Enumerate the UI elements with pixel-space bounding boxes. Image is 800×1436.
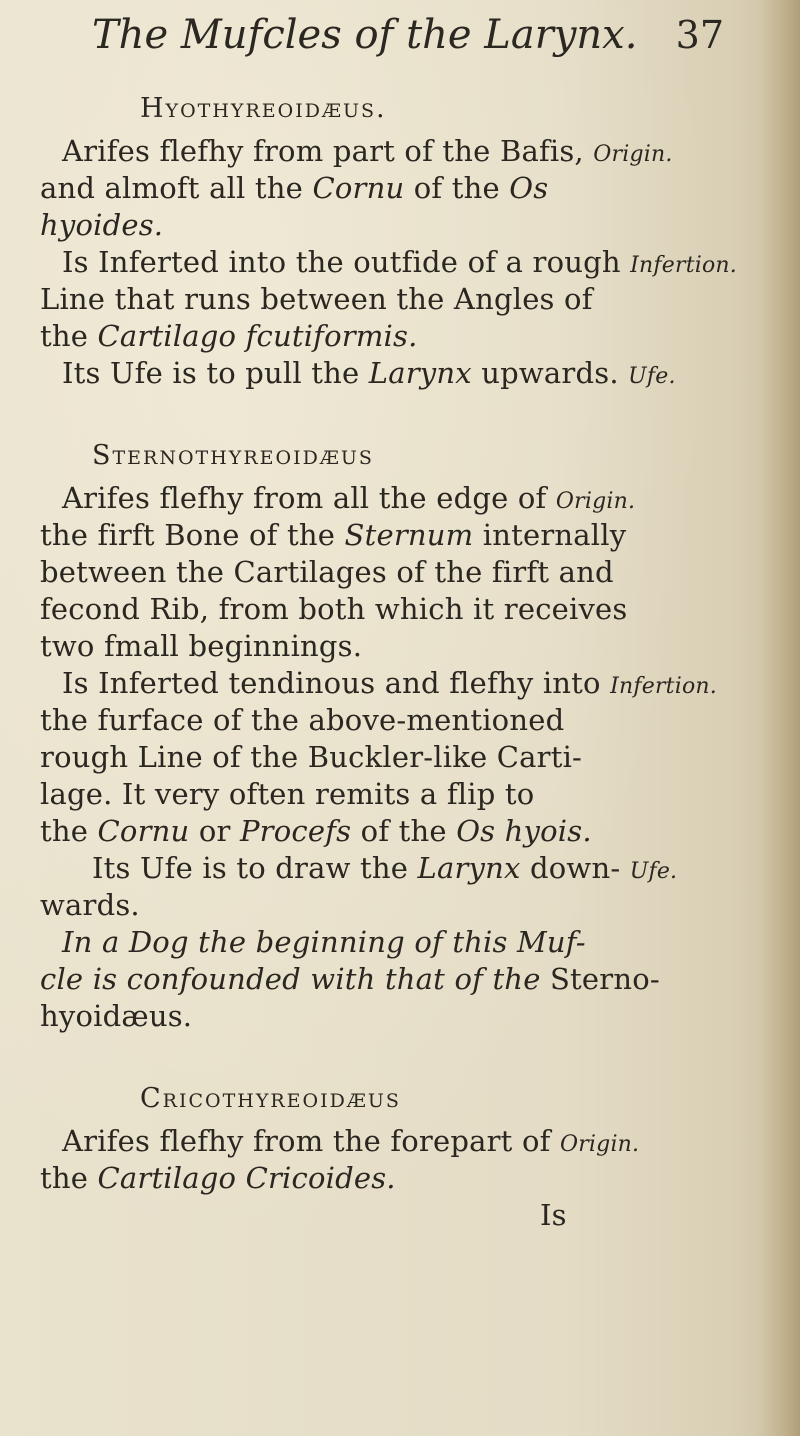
paragraph-line: the Cartilago Cricoides.	[40, 1161, 396, 1195]
margin-note-origin: Origin.	[559, 1132, 640, 1157]
paragraph-line: between the Cartilages of the firft and	[40, 555, 614, 589]
running-head-title: The Mufcles of the Larynx.	[92, 12, 638, 58]
margin-note-origin: Origin.	[593, 142, 673, 167]
paragraph-line: fecond Rib, from both which it receives	[40, 592, 628, 626]
paragraph-line: and almoft all the Cornu of the Os	[40, 171, 549, 205]
paragraph-line: Arifes flefhy from the forepart of Origin.	[62, 1124, 640, 1158]
paragraph-line: lage. It very often remits a flip to	[40, 777, 535, 811]
paragraph-line: hyoidæus.	[40, 999, 193, 1033]
paragraph-line: Arifes flefhy from part of the Bafis, Origin.	[62, 134, 673, 168]
page-number: 37	[675, 13, 724, 57]
paragraph-line: Its Ufe is to pull the Larynx upwards. Ufe.	[62, 356, 676, 390]
paragraph-line: the furface of the above-mentioned	[40, 703, 565, 737]
page-text	[40, 85, 740, 1234]
margin-note-insertion: Infertion.	[610, 674, 717, 699]
section-title-sternothyreoidaeus: Sternothyreoidæus	[92, 440, 374, 471]
section-gap	[40, 392, 740, 432]
catchword: Is	[540, 1198, 567, 1232]
section-gap	[40, 1035, 740, 1075]
paragraph-line: the firft Bone of the Sternum internally	[40, 518, 627, 552]
running-head	[92, 10, 732, 60]
paragraph-line: In a Dog the beginning of this Muf-	[62, 925, 586, 959]
paragraph-line: the Cornu or Procefs of the Os hyois.	[40, 814, 592, 848]
margin-note-insertion: Infertion.	[630, 253, 737, 278]
paragraph-line: Arifes flefhy from all the edge of Origin.	[62, 481, 636, 515]
margin-note-use: Ufe.	[628, 364, 676, 389]
paragraph-line: Its Ufe is to draw the Larynx down- Ufe.	[92, 851, 678, 885]
paragraph-line: wards.	[40, 888, 140, 922]
paragraph-line: Is Inferted into the outfide of a rough Infertion.	[62, 245, 737, 279]
section-title-cricothyreoidaeus: Cricothyreoidæus	[140, 1083, 401, 1114]
paragraph-line: Line that runs between the Angles of	[40, 282, 593, 316]
paragraph-line: hyoides.	[40, 208, 164, 242]
paragraph-line: two fmall beginnings.	[40, 629, 363, 663]
section-title-hyothyreoidaeus: Hyothyreoidæus.	[140, 93, 387, 124]
margin-note-use: Ufe.	[629, 859, 678, 884]
margin-note-origin: Origin.	[555, 489, 636, 514]
paragraph-line: Is Inferted tendinous and flefhy into Infertion.	[62, 666, 717, 700]
paragraph-line: the Cartilago fcutiformis.	[40, 319, 418, 353]
paragraph-line: rough Line of the Buckler-like Carti-	[40, 740, 583, 774]
page-edge-shadow	[760, 0, 800, 1436]
paragraph-line: cle is confounded with that of the Sterno-	[40, 962, 660, 996]
